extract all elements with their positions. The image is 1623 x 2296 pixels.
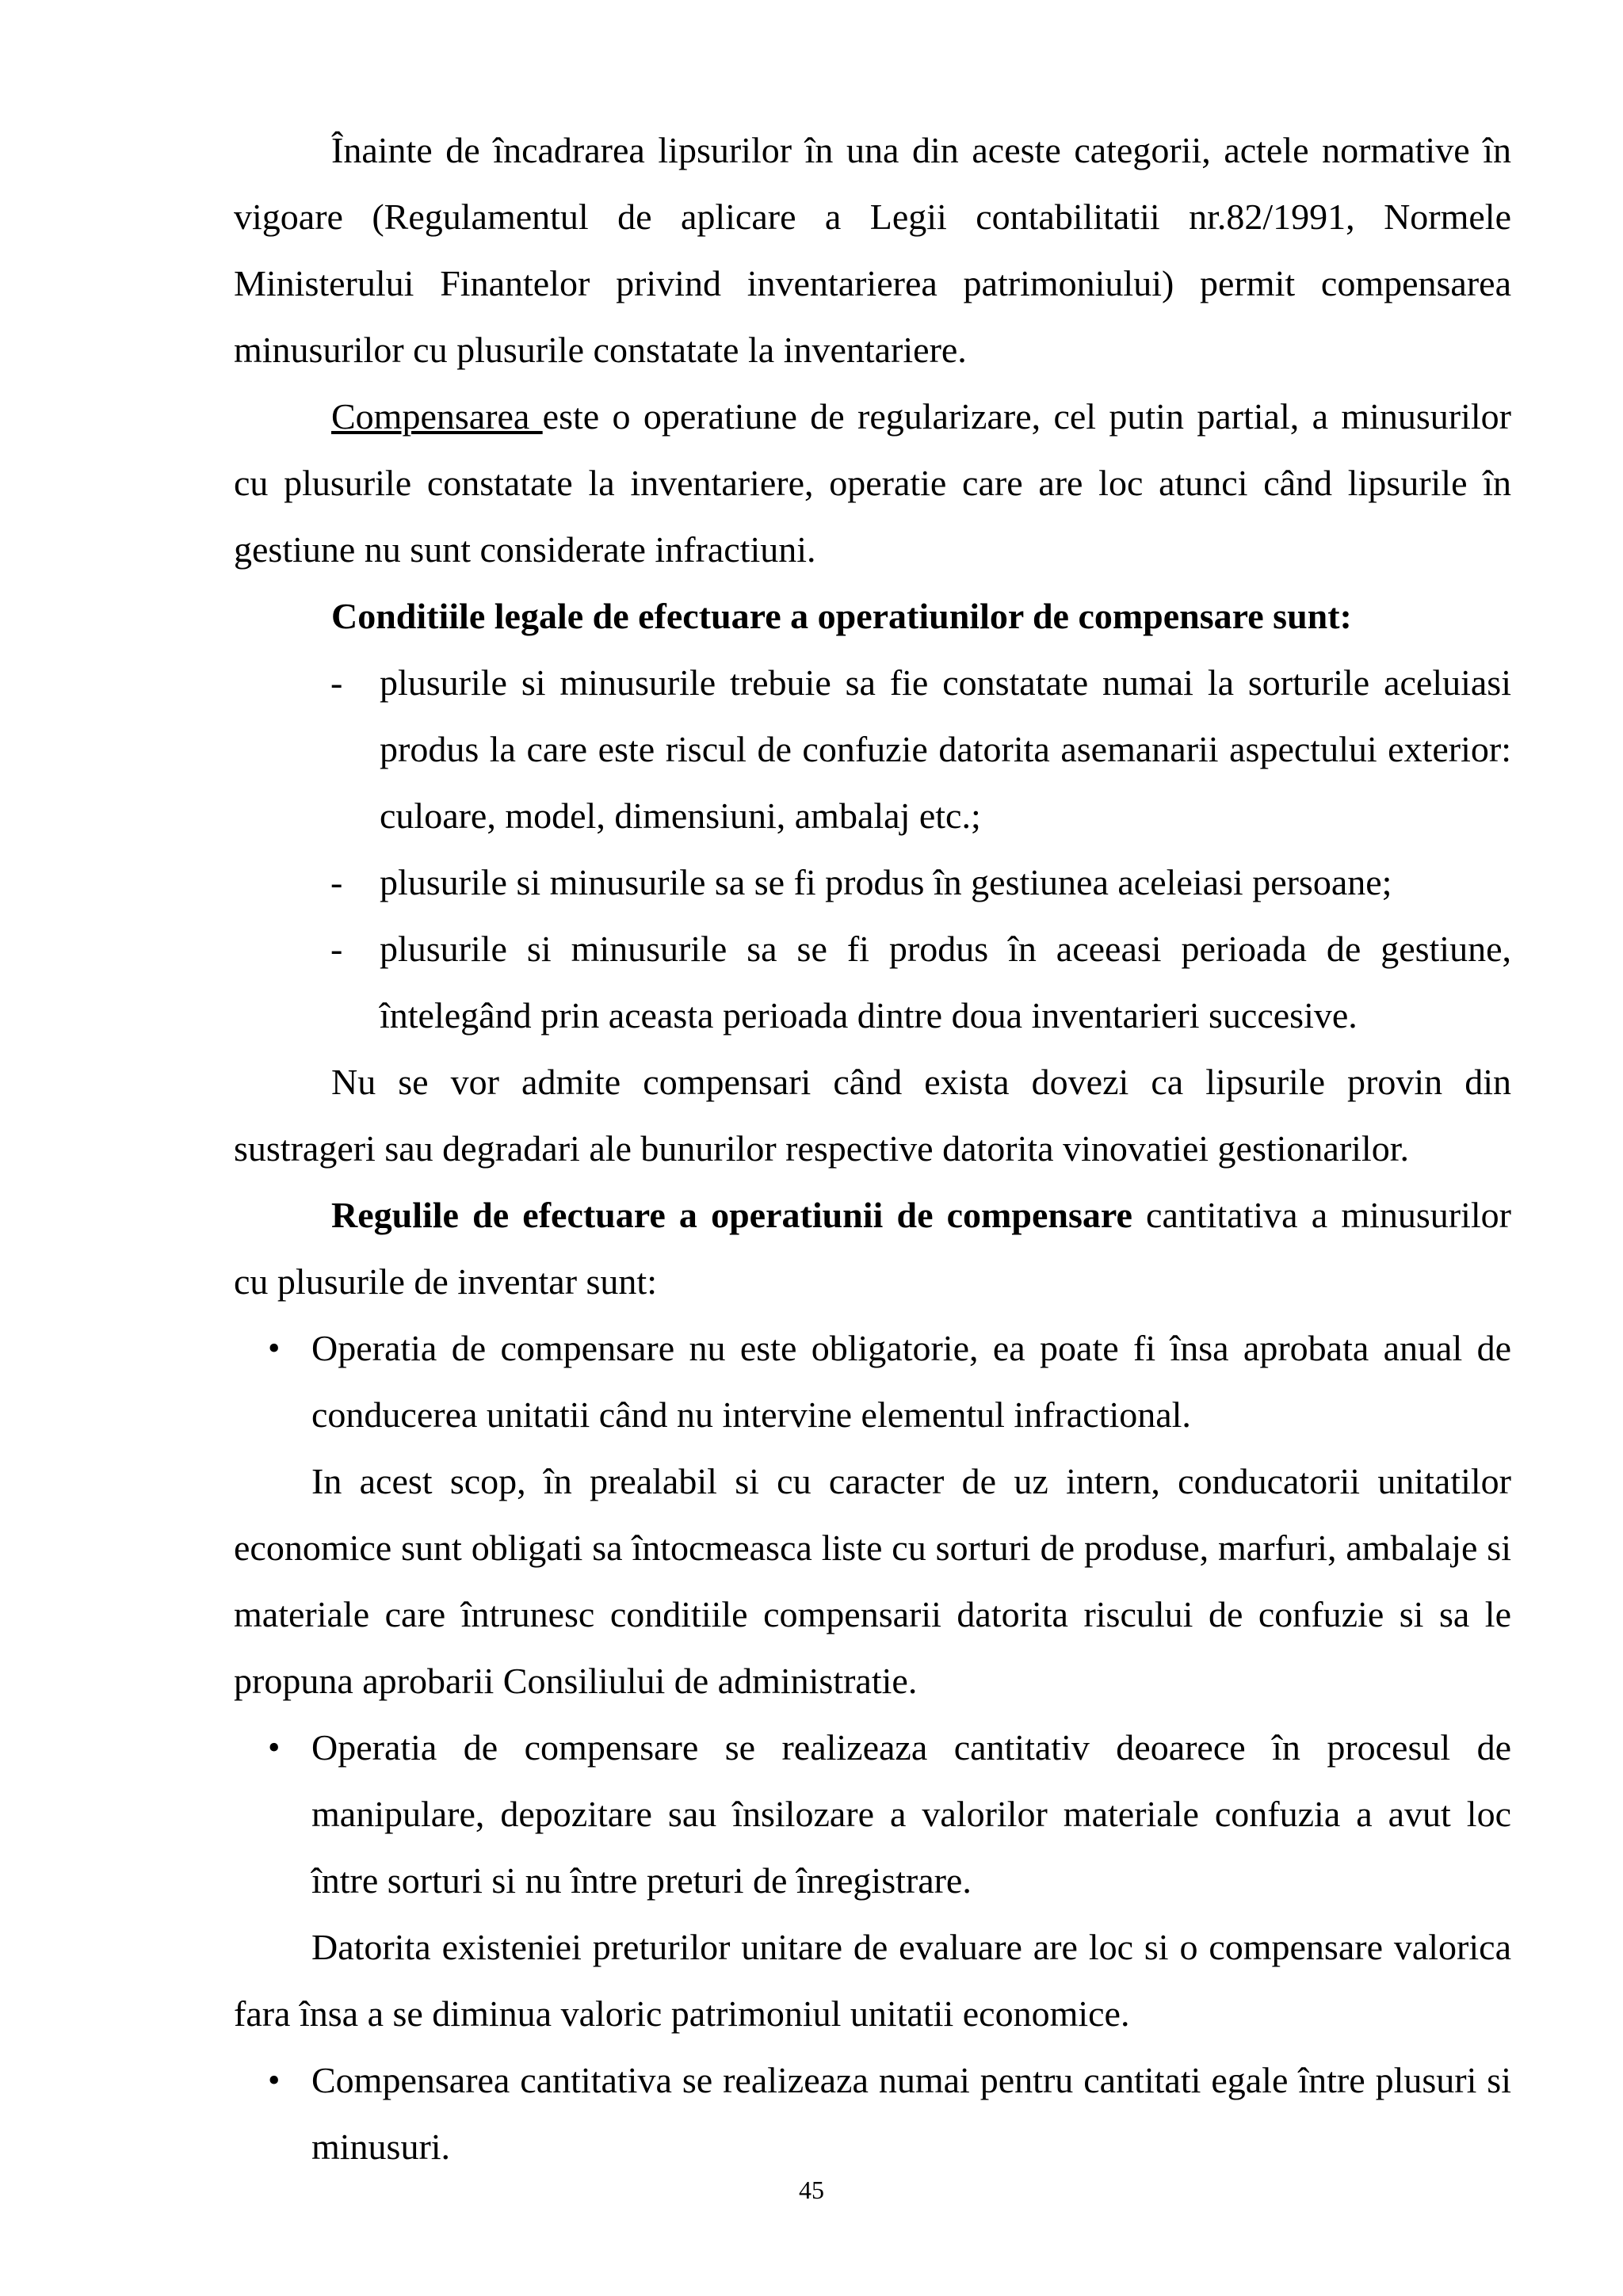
conditions-list (234, 650, 1511, 1049)
compensation-definition-text: este o operatiune de regularizare, cel putin partial, a minusurilor cu plusurile constatate la inventariere, operatie care are loc atunci când lipsurile în gestiune nu sunt considerate infractiuni. (234, 396, 1511, 570)
paragraph-no-compensation: Nu se vor admite compensari când exista dovezi ca lipsurile provin din sustrageri sau degradari ale bunurilor respective datorita vinovatiei gestionarilor. (234, 1062, 1511, 1169)
rule-item (234, 2047, 1511, 2180)
compensation-term: Compensarea (331, 396, 543, 437)
bullet-marker: • (268, 1329, 281, 1367)
rule-item (234, 1714, 1511, 1914)
document-page (234, 117, 1511, 2180)
dash-marker: - (330, 929, 343, 969)
condition-item (234, 916, 1511, 1049)
bullet-marker: • (268, 2061, 281, 2100)
condition-text: plusurile si minusurile sa se fi produs în gestiunea aceleiasi persoane; (380, 862, 1392, 902)
bullet-marker: • (268, 1728, 281, 1767)
rule-detail-paragraph: In acest scop, în prealabil si cu caracter de uz intern, conducatorii unitatilor economice sunt obligati sa întocmeasca liste cu sorturi de produse, marfuri, ambalaje si materiale care întrunesc conditiile compensarii datorita riscului de confuzie si sa le propuna aprobarii Consiliului de administratie. (234, 1461, 1511, 1701)
paragraph-compensation-definition (234, 383, 1511, 583)
rules-list (234, 1714, 1511, 1914)
rules-list (234, 1315, 1511, 1448)
rules-intro-text: cantitativa a minusurilor cu plusurile de inventar sunt: (234, 1195, 1511, 1302)
condition-text: plusurile si minusurile sa se fi produs în aceeasi perioada de gestiune, întelegând prin aceasta perioada dintre doua inventarieri succesive. (380, 929, 1511, 1035)
page-number: 45 (799, 2176, 824, 2204)
rules-heading: Regulile de efectuare a operatiunii de compensare (331, 1195, 1132, 1235)
dash-marker: - (330, 662, 343, 703)
conditions-heading: Conditiile legale de efectuare a operatiunilor de compensare sunt: (331, 596, 1352, 636)
dash-marker: - (330, 862, 343, 902)
condition-item (234, 849, 1511, 916)
rule-text: Operatia de compensare se realizeaza cantitativ deoarece în procesul de manipulare, depozitare sau însilozare a valorilor materiale confuzia a avut loc între sorturi si nu între preturi de înregistrare. (311, 1727, 1511, 1901)
rule-text: Operatia de compensare nu este obligatorie, ea poate fi însa aprobata anual de conducerea unitatii când nu intervine elementul infractional. (311, 1328, 1511, 1435)
condition-text: plusurile si minusurile trebuie sa fie constatate numai la sorturile aceluiasi produs la care este riscul de confuzie datorita asemanarii aspectului exterior: culoare, model, dimensiuni, ambalaj etc.; (380, 662, 1511, 836)
rule-text: Compensarea cantitativa se realizeaza numai pentru cantitati egale între plusuri si minusuri. (311, 2060, 1511, 2167)
rule-detail-paragraph: Datorita existeniei preturilor unitare de evaluare are loc si o compensare valorica fara însa a se diminua valoric patrimoniul unitatii economice. (234, 1927, 1511, 2034)
condition-item (234, 650, 1511, 849)
rule-item (234, 1315, 1511, 1448)
rules-list (234, 2047, 1511, 2180)
paragraph-intro: Înainte de încadrarea lipsurilor în una din aceste categorii, actele normative în vigoare (Regulamentul de aplicare a Legii contabilitatii nr.82/1991, Normele Ministerului Finantelor privind inventarierea patrimoniului) permit compensarea minusurilor cu plusurile constatate la inventariere. (234, 130, 1511, 370)
paragraph-rules-intro (234, 1182, 1511, 1315)
